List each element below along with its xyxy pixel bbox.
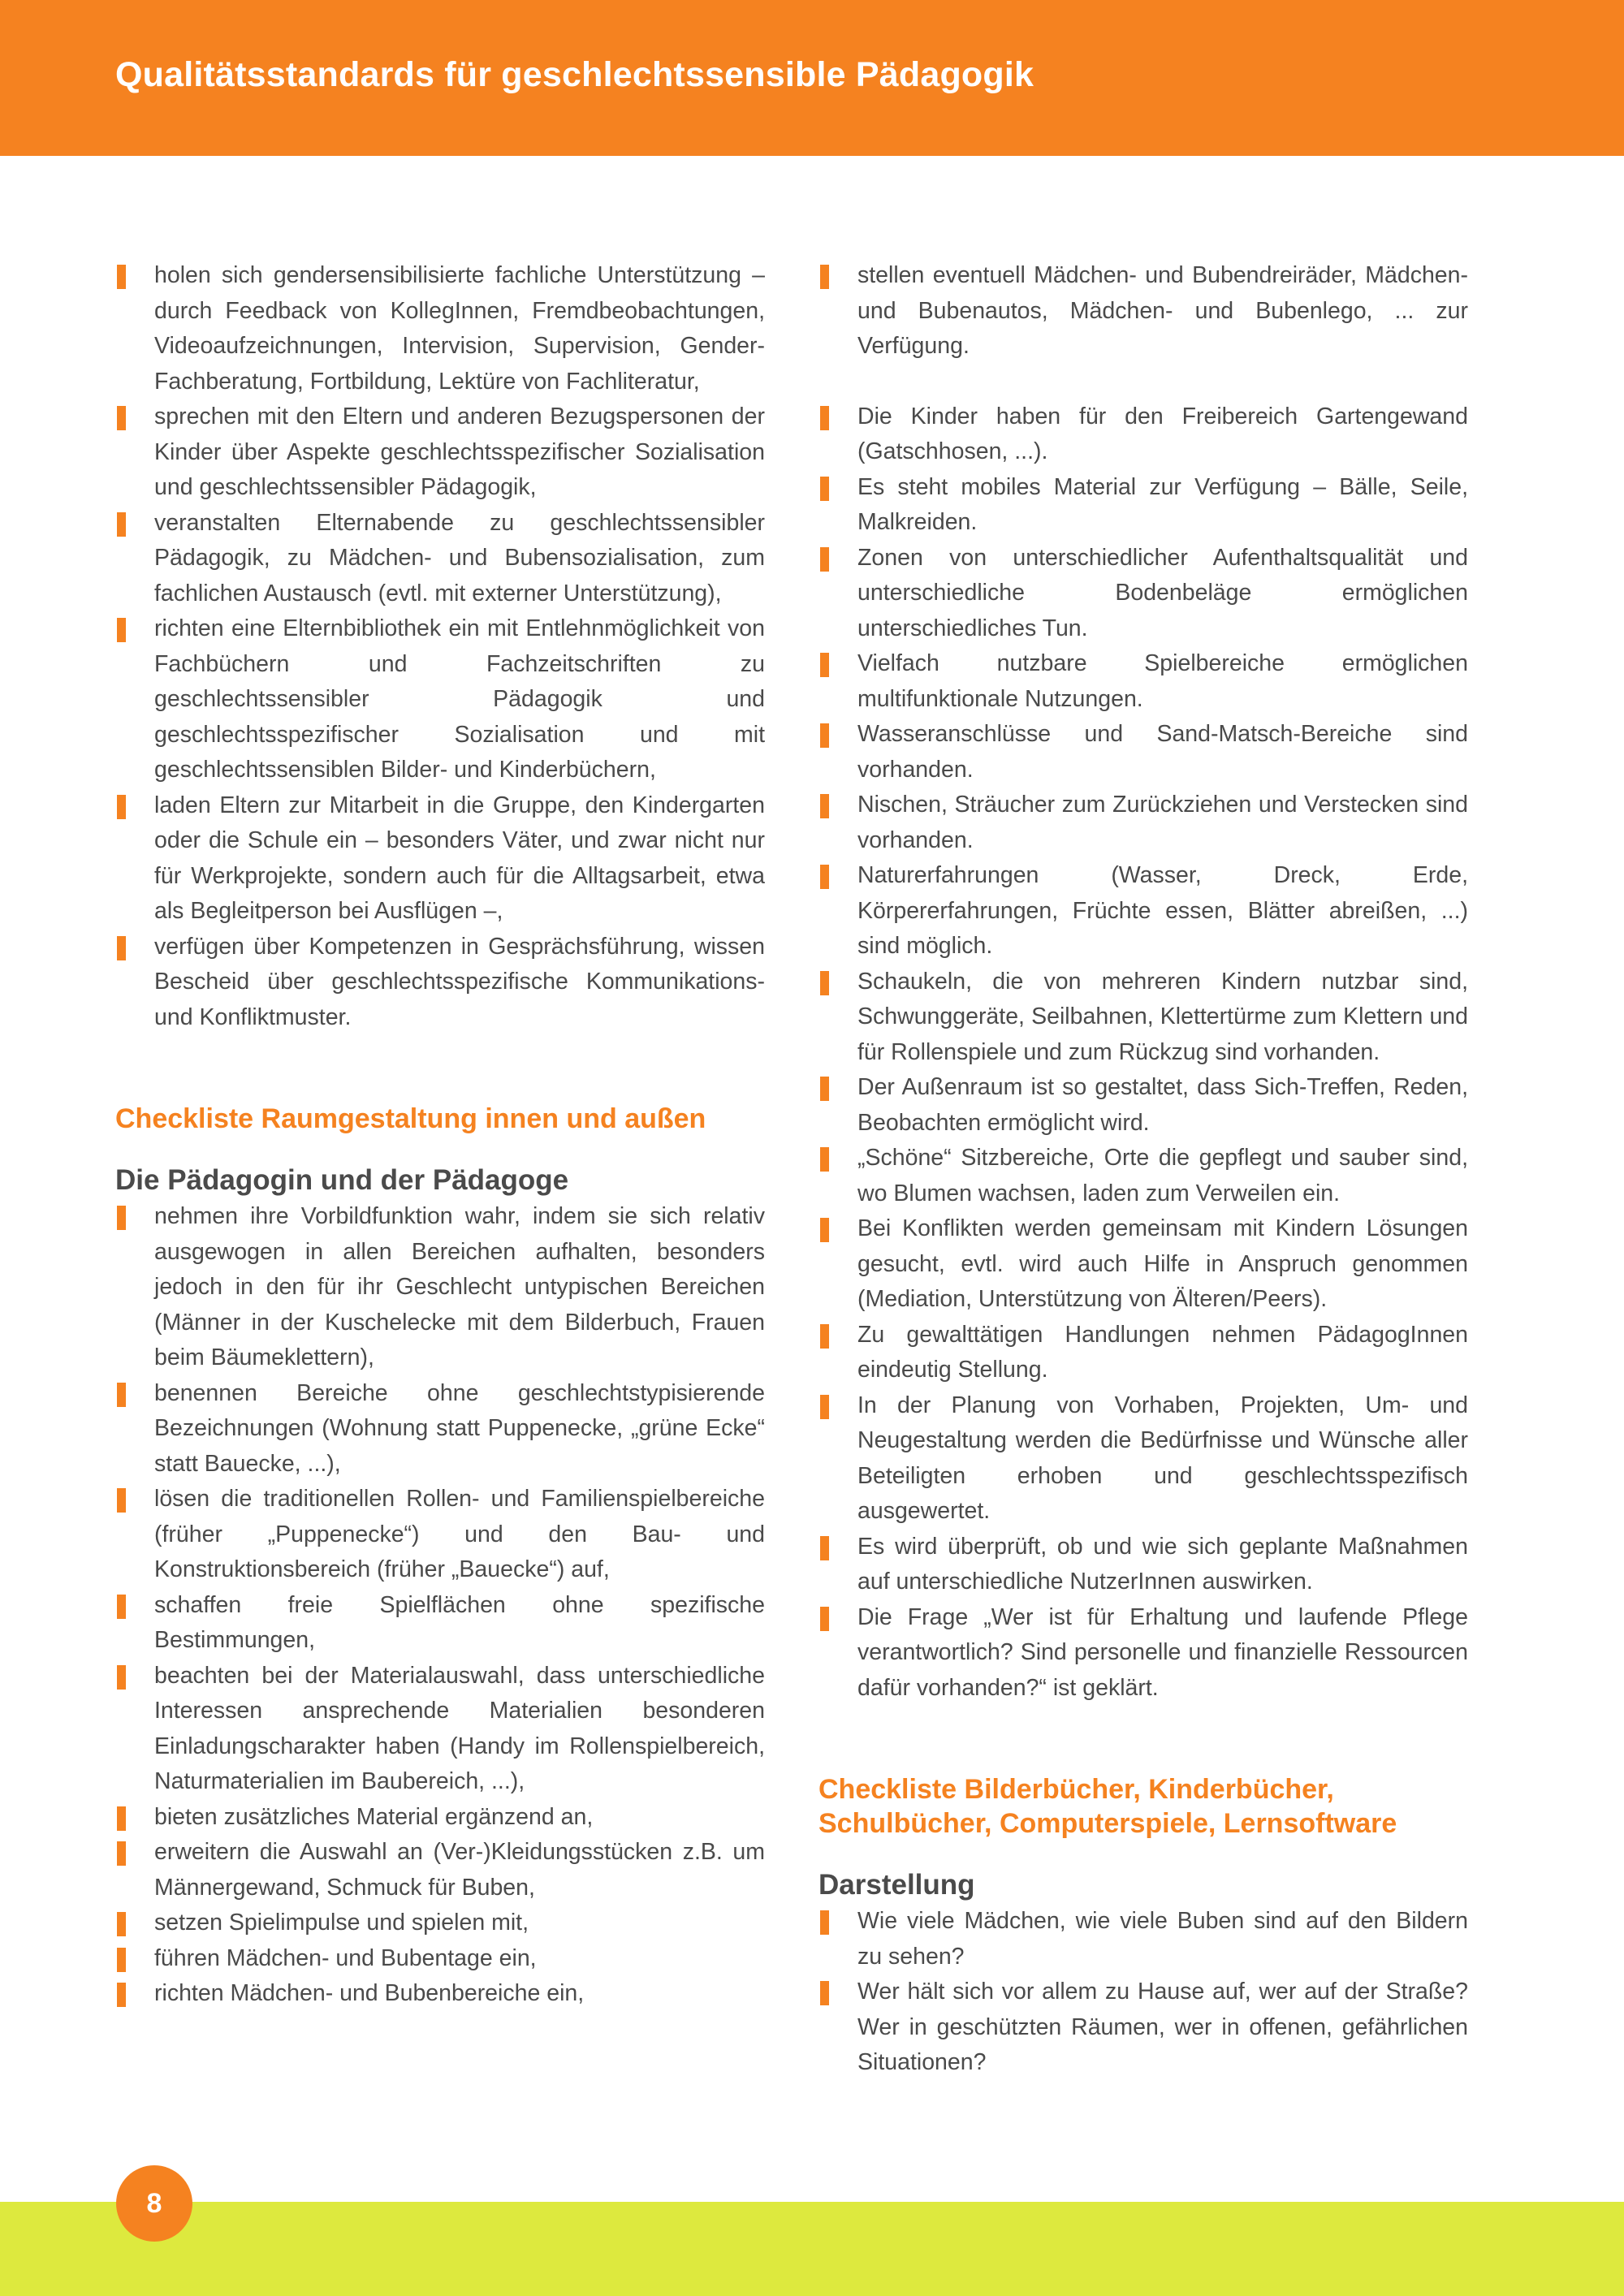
list-item bbox=[818, 1211, 1468, 1318]
list-item-text: Schaukeln, die von mehreren Kindern nutzbar sind, Schwunggeräte, Seilbahnen, Klettertürme zum Klettern und für Rollenspiele und zum Rückzug sind vorhanden. bbox=[857, 968, 1468, 1065]
list-item-text: laden Eltern zur Mitarbeit in die Gruppe, den Kindergarten oder die Schule ein – besonders Väter, und zwar nicht nur für Werkprojekte, sondern auch für die Alltagsarbeit, etwa als Begleitperson bei Ausflügen –, bbox=[154, 792, 765, 924]
bullet-marker bbox=[820, 1395, 829, 1419]
bullet-marker bbox=[820, 971, 829, 995]
list-item-text: „Schöne“ Sitzbereiche, Orte die gepflegt und sauber sind, wo Blumen wachsen, laden zum Verweilen ein. bbox=[857, 1145, 1468, 1206]
list-item bbox=[818, 1318, 1468, 1388]
bullet-marker bbox=[820, 406, 829, 430]
list-item-text: bieten zusätzliches Material ergänzend an, bbox=[154, 1803, 594, 1830]
section-heading-raumgestaltung: Checkliste Raumgestaltung innen und außen bbox=[115, 1103, 706, 1134]
list-item bbox=[115, 1199, 765, 1376]
list-item bbox=[818, 1904, 1468, 1974]
bullet-marker bbox=[820, 1077, 829, 1101]
list-item-text: Nischen, Sträucher zum Zurückziehen und Verstecken sind vorhanden. bbox=[857, 792, 1468, 853]
list-item bbox=[818, 1388, 1468, 1530]
list-item bbox=[115, 1376, 765, 1482]
spacer bbox=[818, 1706, 1468, 1772]
bullet-marker bbox=[117, 406, 126, 430]
bullet-marker bbox=[117, 618, 126, 642]
list-item-text: Wer hält sich vor allem zu Hause auf, wer auf der Straße? Wer in geschützten Räumen, wer in offenen, gefährlichen Situationen? bbox=[857, 1979, 1468, 2075]
list-item-text: Zu gewalttätigen Handlungen nehmen PädagogInnen eindeutig Stellung. bbox=[857, 1321, 1468, 1383]
sub-heading-darstellung: Darstellung bbox=[818, 1869, 975, 1901]
list-item-text: Naturerfahrungen (Wasser, Dreck, Erde, Körpererfahrungen, Früchte essen, Blätter abreißen, ...) sind möglich. bbox=[857, 862, 1468, 959]
bullet-marker bbox=[820, 1981, 829, 2005]
list-item-text: Der Außenraum ist so gestaltet, dass Sich-Treffen, Reden, Beobachten ermöglicht wird. bbox=[857, 1074, 1468, 1136]
bullet-marker bbox=[820, 1218, 829, 1242]
list-item bbox=[115, 1941, 765, 1977]
list-item-text: holen sich gendersensibilisierte fachliche Unterstützung – durch Feedback von KollegInnen, Fremdbeobachtungen, Videoaufzeichnungen, Intervision, Supervision, Gender-Fachberatung, Fortbildung, Lektüre von Fachliteratur, bbox=[154, 262, 765, 395]
section-heading-line: Schulbücher, Computerspiele, Lernsoftware bbox=[818, 1808, 1397, 1839]
left-list-1 bbox=[115, 258, 765, 1035]
list-item bbox=[115, 930, 765, 1036]
list-item-text: Zonen von unterschiedlicher Aufenthaltsqualität und unterschiedliche Bodenbeläge ermöglichen unterschiedliches Tun. bbox=[857, 544, 1468, 641]
list-item bbox=[818, 541, 1468, 647]
list-item-text: stellen eventuell Mädchen- und Bubendreiräder, Mädchen- und Bubenautos, Mädchen- und Bubenlego, ... zur Verfügung. bbox=[857, 262, 1468, 359]
bullet-marker bbox=[820, 865, 829, 889]
bullet-marker bbox=[820, 723, 829, 748]
list-item bbox=[818, 646, 1468, 717]
list-item-text: führen Mädchen- und Bubentage ein, bbox=[154, 1944, 537, 1971]
bullet-marker bbox=[820, 477, 829, 501]
list-item bbox=[818, 1974, 1468, 2081]
spacer bbox=[115, 1136, 765, 1162]
list-item bbox=[818, 399, 1468, 470]
bullet-marker bbox=[820, 794, 829, 818]
bullet-marker bbox=[117, 512, 126, 537]
bullet-marker bbox=[117, 1383, 126, 1407]
list-item bbox=[818, 965, 1468, 1071]
list-item-text: Die Frage „Wer ist für Erhaltung und laufende Pflege verantwortlich? Sind personelle und finanzielle Ressourcen dafür vorhanden?“ ist geklärt. bbox=[857, 1603, 1468, 1701]
spacer bbox=[818, 365, 1468, 399]
list-item bbox=[818, 1530, 1468, 1600]
list-item-text: richten Mädchen- und Bubenbereiche ein, bbox=[154, 1980, 585, 2006]
list-item-text: richten eine Elternbibliothek ein mit Entlehnmöglichkeit von Fachbüchern und Fachzeitschriften zu geschlechtssensibler Pädagogik und geschlechtsspezifischer Sozialisation und mit geschlechtssensiblen Bilder- und Kinderbüchern, bbox=[154, 615, 765, 783]
bullet-marker bbox=[820, 1147, 829, 1172]
list-item bbox=[115, 399, 765, 506]
section-heading-bilderbuecher bbox=[818, 1772, 1468, 1841]
list-item bbox=[115, 1800, 765, 1836]
left-column bbox=[115, 258, 765, 2012]
list-item bbox=[115, 1835, 765, 1905]
list-item-text: sprechen mit den Eltern und anderen Bezugspersonen der Kinder über Aspekte geschlechtsspezifischer Sozialisation und geschlechtssensibler Pädagogik, bbox=[154, 404, 765, 500]
list-item-text: Wasseranschlüsse und Sand-Matsch-Bereiche sind vorhanden. bbox=[857, 721, 1468, 783]
list-item bbox=[115, 1482, 765, 1588]
bullet-marker bbox=[820, 1910, 829, 1935]
bullet-marker bbox=[117, 265, 126, 289]
list-item-text: veranstalten Elternabende zu geschlechtssensibler Pädagogik, zu Mädchen- und Bubensozialisation, zum fachlichen Austausch (evtl. mit externer Unterstützung), bbox=[154, 509, 765, 606]
bullet-marker bbox=[820, 1607, 829, 1631]
page-title: Qualitätsstandards für geschlechtssensible Pädagogik bbox=[115, 55, 1034, 94]
bullet-marker bbox=[117, 1206, 126, 1230]
bullet-marker bbox=[820, 1536, 829, 1560]
list-item-text: Es wird überprüft, ob und wie sich geplante Maßnahmen auf unterschiedliche NutzerInnen auswirken. bbox=[857, 1533, 1468, 1595]
right-list-3 bbox=[818, 1904, 1468, 2081]
list-item-text: Es steht mobiles Material zur Verfügung – Bälle, Seile, Malkreiden. bbox=[857, 473, 1468, 535]
bullet-marker bbox=[117, 1488, 126, 1513]
list-item-text: beachten bei der Materialauswahl, dass unterschiedliche Interessen ansprechende Materialien besonderen Einladungscharakter haben (Handy im Rollenspielbereich, Naturmaterialien im Baubereich, ...), bbox=[154, 1662, 765, 1794]
list-item bbox=[818, 858, 1468, 965]
header-band bbox=[0, 0, 1624, 156]
sub-heading-paedagogin: Die Pädagogin und der Pädagoge bbox=[115, 1164, 569, 1196]
list-item-text: nehmen ihre Vorbildfunktion wahr, indem sie sich relativ ausgewogen in allen Bereichen aufhalten, besonders jedoch in den für ihr Geschlecht untypischen Bereichen (Männer in der Kuschelecke mit dem Bilderbuch, Frauen beim Bäumeklettern), bbox=[154, 1203, 765, 1370]
list-item-text: schaffen freie Spielflächen ohne spezifische Bestimmungen, bbox=[154, 1591, 765, 1653]
list-item bbox=[115, 258, 765, 399]
bullet-marker bbox=[117, 936, 126, 960]
bullet-marker bbox=[820, 547, 829, 572]
list-item bbox=[818, 470, 1468, 541]
list-item bbox=[115, 788, 765, 930]
list-item bbox=[115, 1588, 765, 1659]
bullet-marker bbox=[117, 1983, 126, 2007]
list-item-text: lösen die traditionellen Rollen- und Familienspielbereiche (früher „Puppenecke“) und den Bau- und Konstruktionsbereich (früher „Bauecke“) auf, bbox=[154, 1486, 765, 1582]
list-item bbox=[115, 611, 765, 788]
spacer bbox=[818, 1841, 1468, 1867]
list-item-text: erweitern die Auswahl an (Ver-)Kleidungsstücken z.B. um Männergewand, Schmuck für Buben, bbox=[154, 1839, 765, 1901]
list-item bbox=[818, 258, 1468, 365]
list-item-text: Bei Konflikten werden gemeinsam mit Kindern Lösungen gesucht, evtl. wird auch Hilfe in Anspruch genommen (Mediation, Unterstützung von Älteren/Peers). bbox=[857, 1215, 1468, 1312]
list-item bbox=[818, 717, 1468, 788]
list-item-text: Die Kinder haben für den Freibereich Gartengewand (Gatschhosen, ...). bbox=[857, 403, 1468, 464]
right-column bbox=[818, 258, 1468, 2081]
right-list-2 bbox=[818, 399, 1468, 1707]
bullet-marker bbox=[117, 1665, 126, 1690]
bullet-marker bbox=[117, 1912, 126, 1936]
list-item bbox=[115, 506, 765, 612]
bullet-marker bbox=[117, 795, 126, 819]
spacer bbox=[115, 1035, 765, 1102]
list-item bbox=[115, 1659, 765, 1800]
bullet-marker bbox=[820, 1324, 829, 1349]
list-item bbox=[818, 1600, 1468, 1707]
bullet-marker bbox=[117, 1841, 126, 1866]
left-list-2 bbox=[115, 1199, 765, 2012]
bullet-marker bbox=[820, 653, 829, 677]
section-heading-line: Checkliste Bilderbücher, Kinderbücher, bbox=[818, 1774, 1334, 1805]
list-item-text: Vielfach nutzbare Spielbereiche ermöglichen multifunktionale Nutzungen. bbox=[857, 650, 1468, 712]
list-item-text: In der Planung von Vorhaben, Projekten, Um- und Neugestaltung werden die Bedürfnisse und Wünsche aller Beteiligten erhoben und geschlechtsspezifisch ausgewertet. bbox=[857, 1392, 1468, 1524]
list-item-text: setzen Spielimpulse und spielen mit, bbox=[154, 1910, 529, 1936]
bullet-marker bbox=[117, 1948, 126, 1972]
list-item-text: verfügen über Kompetenzen in Gesprächsführung, wissen Bescheid über geschlechtsspezifische Kommunikations- und Konfliktmuster. bbox=[154, 933, 765, 1030]
footer-band bbox=[0, 2202, 1624, 2296]
bullet-marker bbox=[820, 265, 829, 289]
list-item bbox=[115, 1905, 765, 1941]
list-item-text: Wie viele Mädchen, wie viele Buben sind auf den Bildern zu sehen? bbox=[857, 1908, 1468, 1970]
page-number: 8 bbox=[116, 2165, 192, 2242]
right-list-1 bbox=[818, 258, 1468, 365]
list-item bbox=[115, 1976, 765, 2012]
list-item bbox=[818, 1141, 1468, 1211]
bullet-marker bbox=[117, 1806, 126, 1831]
list-item-text: benennen Bereiche ohne geschlechtstypisierende Bezeichnungen (Wohnung statt Puppenecke, „grüne Ecke“ statt Bauecke, ...), bbox=[154, 1379, 765, 1477]
bullet-marker bbox=[117, 1595, 126, 1619]
list-item bbox=[818, 788, 1468, 858]
list-item bbox=[818, 1070, 1468, 1141]
